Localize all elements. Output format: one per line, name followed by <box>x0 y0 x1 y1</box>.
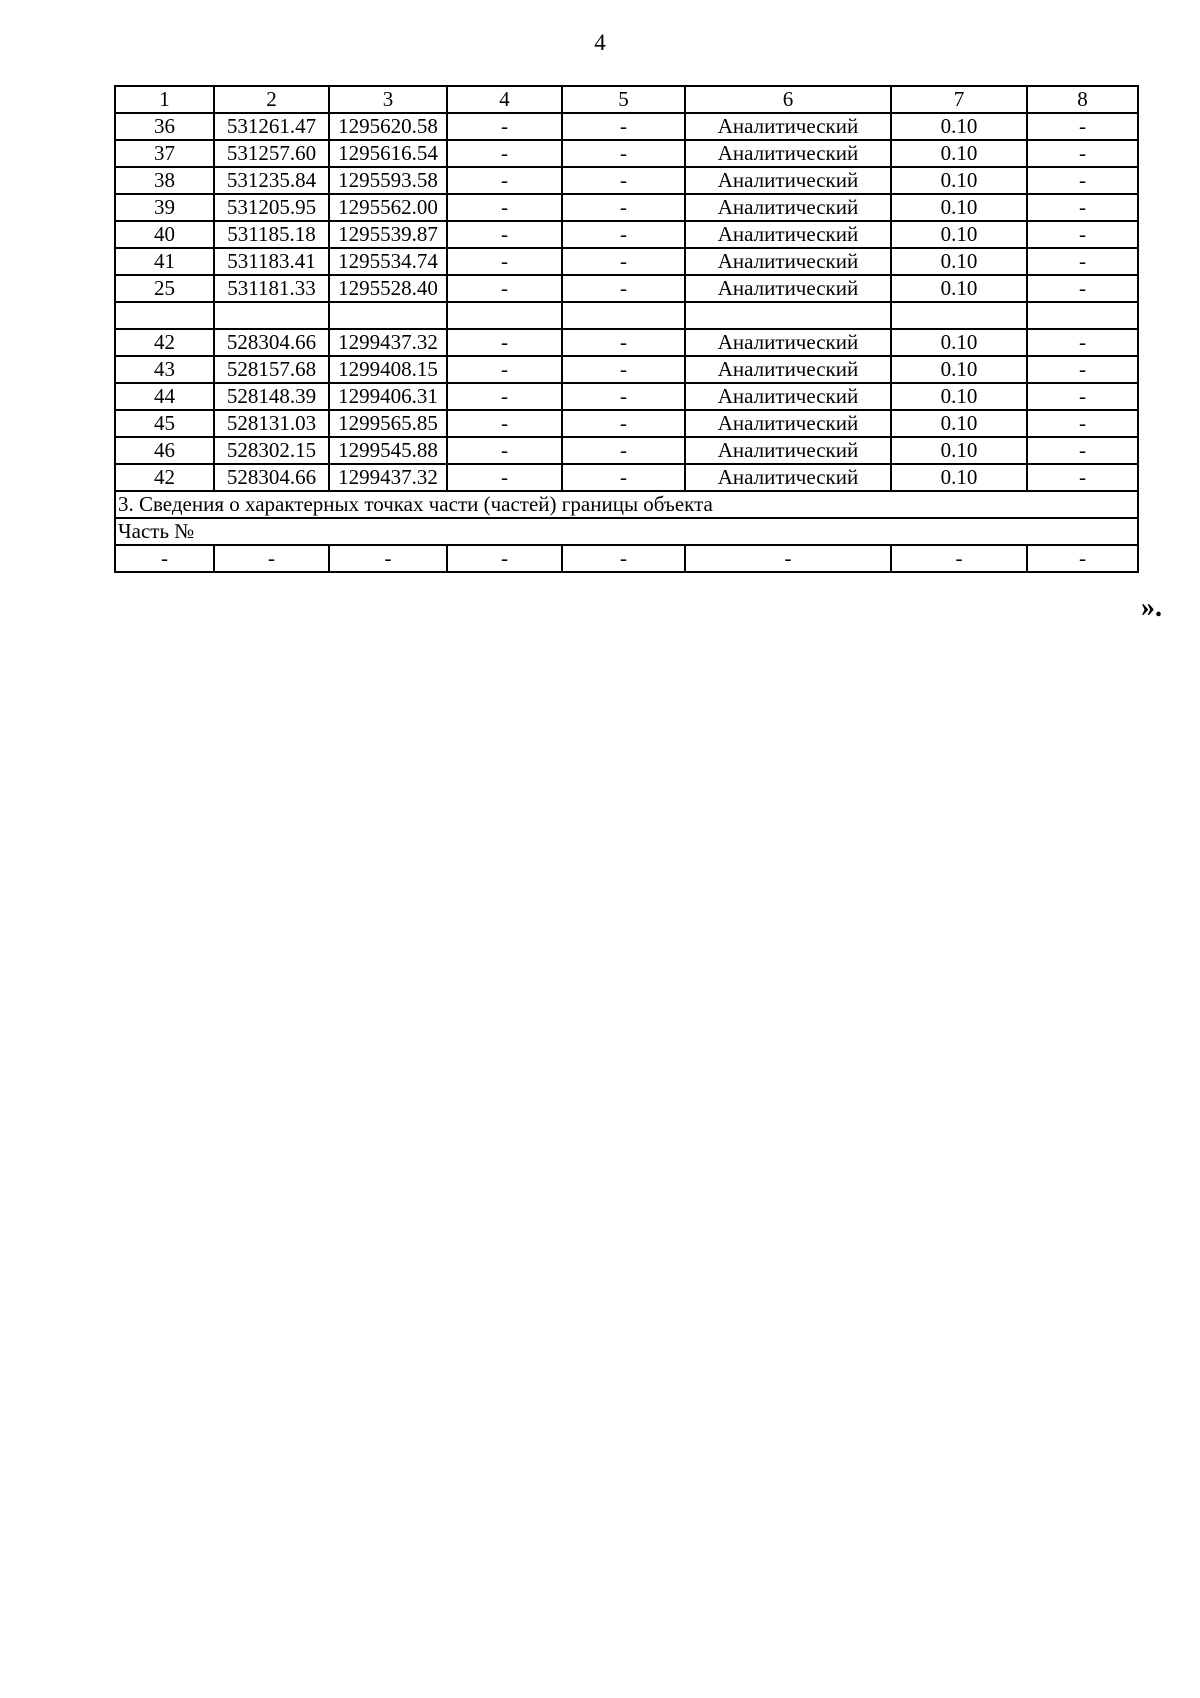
table-cell: - <box>447 248 562 275</box>
table-cell: 0.10 <box>891 194 1027 221</box>
table-cell: - <box>562 545 685 572</box>
table-cell: 0.10 <box>891 437 1027 464</box>
table-cell: 1299565.85 <box>329 410 447 437</box>
table-cell: 1 <box>115 86 214 113</box>
table-row <box>115 194 1138 221</box>
empty-cell <box>214 302 329 329</box>
table-cell: Аналитический <box>685 410 891 437</box>
table-cell: 528148.39 <box>214 383 329 410</box>
table-cell: - <box>562 464 685 491</box>
table-cell: 46 <box>115 437 214 464</box>
table-cell: - <box>1027 194 1138 221</box>
table-cell: 1299406.31 <box>329 383 447 410</box>
table-cell: 43 <box>115 356 214 383</box>
table-cell: Аналитический <box>685 464 891 491</box>
empty-separator-row <box>115 302 1138 329</box>
table-cell: 1295620.58 <box>329 113 447 140</box>
table-cell: 2 <box>214 86 329 113</box>
table-cell: 531261.47 <box>214 113 329 140</box>
table-cell: 1295534.74 <box>329 248 447 275</box>
table-cell: - <box>1027 140 1138 167</box>
table-cell: 1299437.32 <box>329 329 447 356</box>
table-row <box>115 167 1138 194</box>
table-cell: - <box>562 167 685 194</box>
table-cell: 528131.03 <box>214 410 329 437</box>
table-cell: - <box>562 113 685 140</box>
table-cell: - <box>562 356 685 383</box>
table-cell: 531235.84 <box>214 167 329 194</box>
table-cell: 528302.15 <box>214 437 329 464</box>
table-cell: 4 <box>447 86 562 113</box>
table-cell: - <box>562 437 685 464</box>
table-cell: - <box>1027 248 1138 275</box>
table-cell: 531257.60 <box>214 140 329 167</box>
table-row <box>115 140 1138 167</box>
table-cell: 1295562.00 <box>329 194 447 221</box>
table-cell: 5 <box>562 86 685 113</box>
table-cell: - <box>562 275 685 302</box>
table-cell: - <box>1027 329 1138 356</box>
table-cell: Аналитический <box>685 167 891 194</box>
table-cell: - <box>1027 464 1138 491</box>
section3-title-row-text: 3. Сведения о характерных точках части (частей) границы объекта <box>115 491 1138 518</box>
table-row <box>115 437 1138 464</box>
table-cell: 528157.68 <box>214 356 329 383</box>
table-cell: - <box>447 383 562 410</box>
table-row <box>115 410 1138 437</box>
table-cell: 36 <box>115 113 214 140</box>
table-cell: - <box>1027 113 1138 140</box>
table-cell: - <box>562 329 685 356</box>
page-number: 4 <box>594 30 606 55</box>
table-cell: - <box>562 194 685 221</box>
empty-cell <box>329 302 447 329</box>
table-cell: 531183.41 <box>214 248 329 275</box>
table-cell: - <box>447 329 562 356</box>
table-cell: - <box>447 437 562 464</box>
table-cell: 3 <box>329 86 447 113</box>
part-points-row <box>115 545 1138 572</box>
table-cell: 0.10 <box>891 221 1027 248</box>
table-row <box>115 464 1138 491</box>
table-cell: - <box>562 410 685 437</box>
table-cell: 528304.66 <box>214 464 329 491</box>
empty-cell <box>562 302 685 329</box>
table-cell: - <box>1027 410 1138 437</box>
table-cell: Аналитический <box>685 221 891 248</box>
table-cell: 1295593.58 <box>329 167 447 194</box>
table-row <box>115 356 1138 383</box>
table-cell: 41 <box>115 248 214 275</box>
table-cell: - <box>562 221 685 248</box>
empty-cell <box>115 302 214 329</box>
part-number-row-text: Часть № <box>115 518 1138 545</box>
table-cell: 0.10 <box>891 410 1027 437</box>
table-cell: - <box>1027 167 1138 194</box>
table-cell: 0.10 <box>891 356 1027 383</box>
table-cell: - <box>447 221 562 248</box>
boundary-points-table <box>114 85 1139 573</box>
table-cell: - <box>447 545 562 572</box>
table-cell: 1299437.32 <box>329 464 447 491</box>
table-cell: 1299545.88 <box>329 437 447 464</box>
table-cell: - <box>447 113 562 140</box>
table-cell: 1295616.54 <box>329 140 447 167</box>
table-cell: Аналитический <box>685 113 891 140</box>
table-cell: 7 <box>891 86 1027 113</box>
table-cell: Аналитический <box>685 383 891 410</box>
table-cell: - <box>1027 437 1138 464</box>
table-cell: 0.10 <box>891 383 1027 410</box>
empty-cell <box>1027 302 1138 329</box>
table-cell: - <box>685 545 891 572</box>
table-row <box>115 329 1138 356</box>
table-row <box>115 113 1138 140</box>
table-cell: - <box>447 464 562 491</box>
empty-cell <box>447 302 562 329</box>
table-cell: - <box>214 545 329 572</box>
table-cell: 8 <box>1027 86 1138 113</box>
table-cell: Аналитический <box>685 248 891 275</box>
table-cell: - <box>447 140 562 167</box>
table-cell: Аналитический <box>685 194 891 221</box>
table-cell: - <box>447 410 562 437</box>
table-cell: - <box>1027 356 1138 383</box>
table-row <box>115 248 1138 275</box>
table-cell: 25 <box>115 275 214 302</box>
table-cell: - <box>1027 383 1138 410</box>
table-cell: 0.10 <box>891 275 1027 302</box>
table-cell: - <box>447 356 562 383</box>
table-cell: 40 <box>115 221 214 248</box>
table-cell: - <box>447 167 562 194</box>
table-cell: 1295539.87 <box>329 221 447 248</box>
table-cell: 0.10 <box>891 464 1027 491</box>
table-body <box>115 86 1138 572</box>
table-cell: 531205.95 <box>214 194 329 221</box>
table-cell: Аналитический <box>685 275 891 302</box>
table-cell: - <box>115 545 214 572</box>
table-row <box>115 383 1138 410</box>
table-cell: - <box>1027 221 1138 248</box>
table-cell: 0.10 <box>891 140 1027 167</box>
table-cell: 531181.33 <box>214 275 329 302</box>
table-cell: - <box>562 383 685 410</box>
table-cell: 0.10 <box>891 248 1027 275</box>
table-cell: - <box>562 140 685 167</box>
table-cell: Аналитический <box>685 140 891 167</box>
table-cell: 44 <box>115 383 214 410</box>
table-cell: - <box>447 275 562 302</box>
empty-cell <box>891 302 1027 329</box>
closing-quote: ». <box>1141 592 1162 623</box>
table-cell: 528304.66 <box>214 329 329 356</box>
table-cell: 45 <box>115 410 214 437</box>
table-cell: - <box>329 545 447 572</box>
table-cell: 42 <box>115 329 214 356</box>
table-cell: - <box>447 194 562 221</box>
table-cell: - <box>1027 545 1138 572</box>
section3-title-row <box>115 491 1138 518</box>
table-cell: 531185.18 <box>214 221 329 248</box>
table-cell: - <box>562 248 685 275</box>
table-cell: Аналитический <box>685 437 891 464</box>
table-cell: 42 <box>115 464 214 491</box>
table-row <box>115 221 1138 248</box>
table-cell: Аналитический <box>685 356 891 383</box>
table-cell: 37 <box>115 140 214 167</box>
column-number-row <box>115 86 1138 113</box>
table-cell: 39 <box>115 194 214 221</box>
table-cell: - <box>1027 275 1138 302</box>
table-row <box>115 275 1138 302</box>
part-number-row <box>115 518 1138 545</box>
empty-cell <box>685 302 891 329</box>
table-cell: 1295528.40 <box>329 275 447 302</box>
table-cell: - <box>891 545 1027 572</box>
table-cell: 0.10 <box>891 329 1027 356</box>
table-cell: 38 <box>115 167 214 194</box>
table-cell: 0.10 <box>891 167 1027 194</box>
table-cell: 1299408.15 <box>329 356 447 383</box>
table-cell: 6 <box>685 86 891 113</box>
table-cell: Аналитический <box>685 329 891 356</box>
table-cell: 0.10 <box>891 113 1027 140</box>
